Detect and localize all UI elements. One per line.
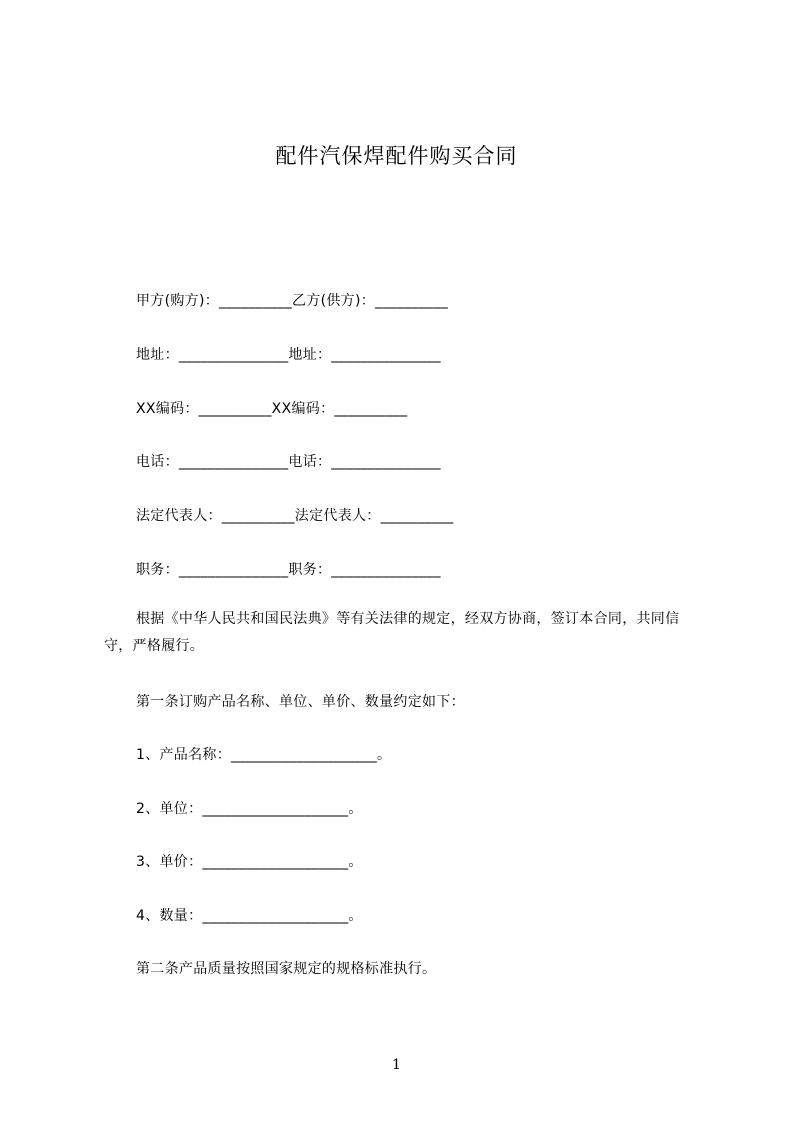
party-postcode-line: XX编码：__________XX编码：__________	[136, 401, 408, 417]
article-1-item: 2、单位：____________________。	[136, 801, 363, 817]
document-title: 配件汽保焊配件购买合同	[275, 144, 518, 168]
preamble-paragraph	[104, 606, 696, 660]
party-legal-rep-line: 法定代表人：__________法定代表人：__________	[136, 508, 454, 524]
preamble-text: 根据《中华人民共和国民法典》等有关法律的规定，经双方协商，签订本合同，共同信守，严格履行。	[104, 611, 680, 654]
page-number: 1	[392, 1057, 401, 1073]
article-1-item: 3、单价：____________________。	[136, 854, 363, 870]
article-2-heading: 第二条产品质量按照国家规定的规格标准执行。	[136, 961, 437, 977]
party-title-line: 职务：_______________职务：_______________	[136, 562, 441, 578]
party-buyer-seller-line: 甲方(购方)：__________乙方(供方)：__________	[136, 293, 449, 309]
article-1-heading: 第一条订购产品名称、单位、单价、数量约定如下：	[136, 694, 465, 710]
party-phone-line: 电话：_______________电话：_______________	[136, 454, 441, 470]
article-1-item: 1、产品名称：____________________。	[136, 747, 392, 763]
article-1-item: 4、数量：____________________。	[136, 908, 363, 924]
party-address-line: 地址：_______________地址：_______________	[136, 347, 441, 363]
